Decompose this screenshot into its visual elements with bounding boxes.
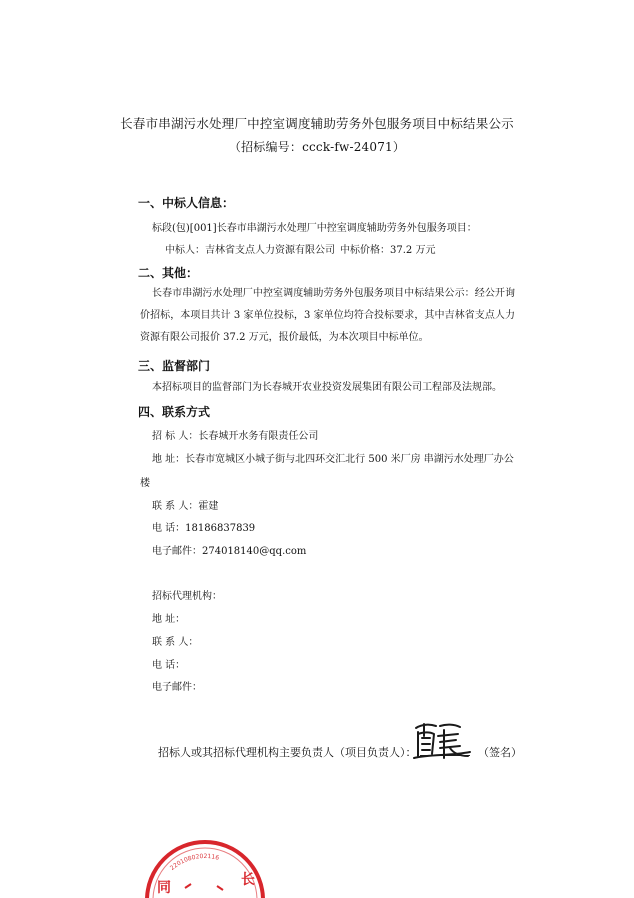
- agency-heading: 招标代理机构：: [152, 591, 222, 602]
- official-seal-stamp: [145, 826, 265, 898]
- contact-person-line: 联 系 人：霍建: [152, 501, 219, 512]
- other-paragraph: 长春市串湖污水处理厂中控室调度辅助劳务外包服务项目中标结果公示：经公开询价招标，本项目共计 3 家单位投标，3 家单位均符合投标要求，其中吉林省支点人力资源有限公司报价 37.2 万元，报价最低，为本次项目中标单位。: [140, 288, 515, 343]
- signature-suffix: （签名）: [478, 746, 522, 759]
- winner-name: 中标人：吉林省支点人力资源有限公司: [165, 245, 335, 256]
- tenderer-line: 招 标 人：长春城开水务有限责任公司: [152, 431, 319, 442]
- signature-label: 招标人或其招标代理机构主要负责人（项目负责人）：: [158, 746, 417, 759]
- agency-email: 电子邮件：: [152, 682, 202, 693]
- address-line-continued: 楼: [140, 478, 150, 489]
- svg-text:同: 同: [157, 880, 171, 896]
- handwritten-signature: [410, 718, 472, 762]
- lot-description: 标段(包)[001]长春市串湖污水处理厂中控室调度辅助劳务外包服务项目：: [152, 223, 477, 234]
- address-line: 地 址：长春市宽城区小城子街与北四环交汇北行 500 米厂房 串湖污水处理厂办公: [152, 454, 514, 465]
- tender-code: （招标编号：ccck-fw-24071）: [228, 140, 406, 154]
- agency-contact: 联 系 人：: [152, 637, 199, 648]
- svg-text:2201080202116: 2201080202116: [168, 852, 220, 872]
- phone-line: 电 话：18186837839: [152, 523, 256, 534]
- section-heading-other: 二、其他：: [138, 266, 199, 280]
- document-title: 长春市串湖污水处理厂中控室调度辅助劳务外包服务项目中标结果公示: [120, 116, 514, 131]
- svg-text:长: 长: [241, 872, 255, 888]
- supervision-text: 本招标项目的监督部门为长春城开农业投资发展集团有限公司工程部及法规部。: [152, 382, 502, 393]
- winning-price: 中标价格：37.2 万元: [340, 245, 436, 256]
- section-heading-winner: 一、中标人信息：: [138, 196, 235, 210]
- section-heading-contact: 四、联系方式: [138, 405, 211, 419]
- section-heading-supervision: 三、监督部门: [138, 359, 211, 373]
- email-line: 电子邮件：274018140@qq.com: [152, 546, 307, 557]
- agency-phone: 电 话：: [152, 660, 186, 671]
- agency-address: 地 址：: [152, 614, 186, 625]
